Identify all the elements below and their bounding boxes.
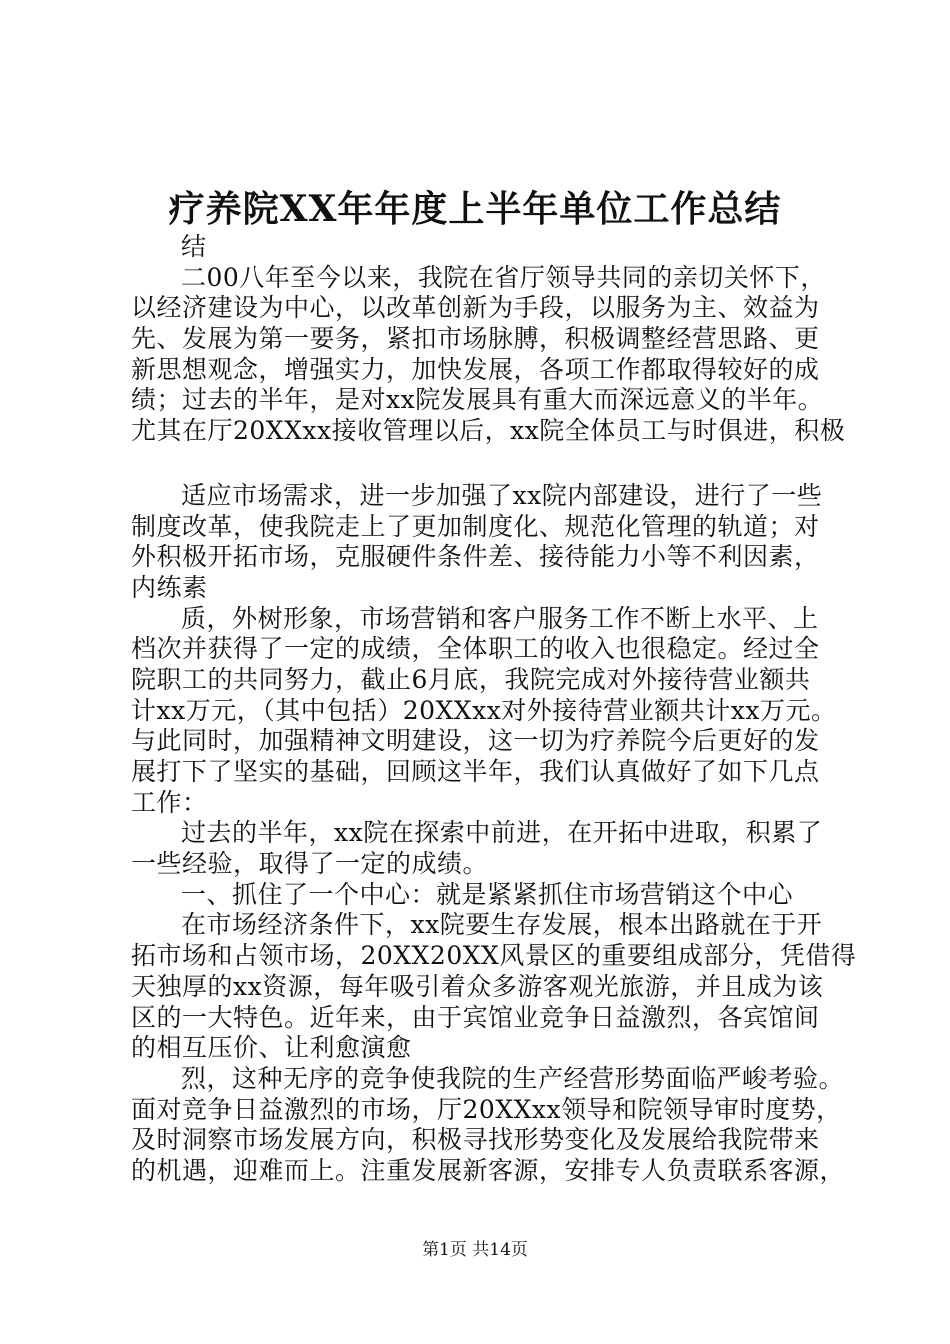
paragraph-line: 及时洞察市场发展方向，积极寻找形势变化及发展给我院带来 [131,1125,820,1155]
paragraph-line: 内练素 [131,572,208,602]
document-title: 疗养院XX年年度上半年单位工作总结 [168,188,782,230]
paragraph-line: 适应市场需求，进一步加强了xx院内部建设，进行了一些 [181,480,823,510]
paragraph-line: 计xx万元，（其中包括）20XXxx对外接待营业额共计xx万元。 [131,695,837,725]
paragraph-gap [131,447,851,481]
paragraph-line: 拓市场和占领市场，20XX20XX风景区的重要组成部分，凭借得 [131,941,857,971]
paragraph-line: 展打下了坚实的基础，回顾这半年，我们认真做好了如下几点 [131,757,820,786]
paragraph-line: 的机遇，迎难而上。注重发展新客源，安排专人负责联系客源， [131,1155,846,1185]
paragraph-line: 院职工的共同努力，截止6月底，我院完成对外接待营业额共 [131,664,811,694]
paragraph-line: 的相互压价、让利愈演愈 [131,1033,412,1063]
paragraph-line: 尤其在厅20XXxx接收管理以后，xx院全体员工与时俱进，积极 [131,416,846,446]
paragraph-line: 面对竞争日益激烈的市场，厅20XXxx领导和院领导审时度势， [131,1094,842,1124]
paragraph-line: 绩；过去的半年，是对xx院发展具有重大而深远意义的半年。 [131,385,824,415]
paragraph-line: 区的一大特色。近年来，由于宾馆业竞争日益激烈，各宾馆间 [131,1002,820,1032]
document-body [131,232,857,1187]
paragraph-line: 新思想观念，增强实力，加快发展，各项工作都取得较好的成 [131,354,820,384]
paragraph-line: 天独厚的xx资源，每年吸引着众多游客观光旅游，并且成为该 [131,971,824,1001]
paragraph-line: 制度改革，使我院走上了更加制度化、规范化管理的轨道；对 [131,511,820,541]
paragraph-line: 与此同时，加强精神文明建设，这一切为疗养院今后更好的发 [131,726,820,756]
paragraph-line: 二00八年至今以来，我院在省厅领导共同的亲切关怀下， [181,262,826,292]
paragraph-line: 过去的半年，xx院在探索中前进，在开拓中进取，积累了 [181,818,823,848]
section-heading: 一、抓住了一个中心：就是紧紧抓住市场营销这个中心 [181,879,794,909]
paragraph-line: 烈，这种无序的竞争使我院的生产经营形势面临严峻考验。 [181,1063,845,1093]
paragraph-line: 外积极开拓市场，克服硬件条件差、接待能力小等不利因素， [131,542,820,572]
paragraph-line: 档次并获得了一定的成绩，全体职工的收入也很稳定。经过全 [131,634,820,664]
paragraph-line: 在市场经济条件下，xx院要生存发展，根本出路就在于开 [181,910,823,940]
page-footer: 第1页 共14页 [422,1240,528,1260]
paragraph-line: 一些经验，取得了一定的成绩。 [131,849,489,879]
paragraph-line: 结 [181,232,207,261]
paragraph-line: 以经济建设为中心，以改革创新为手段，以服务为主、效益为 [131,293,820,323]
paragraph-line: 质，外树形象，市场营销和客户服务工作不断上水平、上 [181,603,819,633]
paragraph-line: 工作： [131,787,208,817]
paragraph-line: 先、发展为第一要务，紧扣市场脉膊，积极调整经营思路、更 [131,324,820,354]
